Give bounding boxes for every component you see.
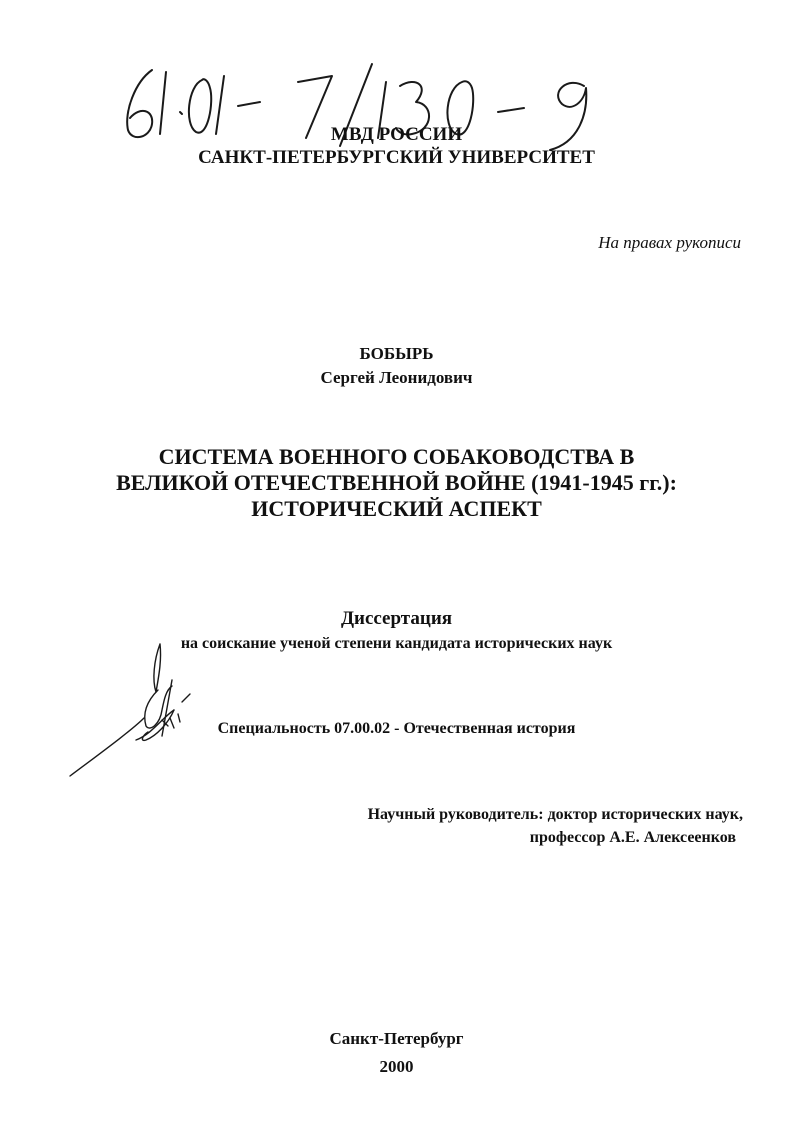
ministry-header: МВД РОССИИ [330,124,463,145]
specialty: Специальность 07.00.02 - Отечественная история [217,720,576,737]
university-header: САНКТ-ПЕТЕРБУРГСКИЙ УНИВЕРСИТЕТ [198,147,595,168]
supervisor-line-1: Научный руководитель: доктор исторических наук, [367,806,743,823]
footer-city: Санкт-Петербург [329,1029,464,1048]
work-type-label: Диссертация [340,608,453,629]
supervisor-line-2: профессор А.Е. Алексеенков [529,829,736,846]
title-line-2: ВЕЛИКОЙ ОТЕЧЕСТВЕННОЙ ВОЙНЕ (1941-1945 гг.): [116,470,677,495]
author-surname: БОБЫРЬ [359,344,434,363]
signature-mark [62,640,192,780]
title-line-1: СИСТЕМА ВОЕННОГО СОБАКОВОДСТВА В [158,444,635,469]
rights-note: На правах рукописи [598,233,741,252]
footer-year: 2000 [379,1057,414,1076]
work-type-purpose: на соискание ученой степени кандидата исторических наук [180,635,613,652]
title-line-3: ИСТОРИЧЕСКИЙ АСПЕКТ [251,496,542,521]
author-given-names: Сергей Леонидович [320,368,473,387]
